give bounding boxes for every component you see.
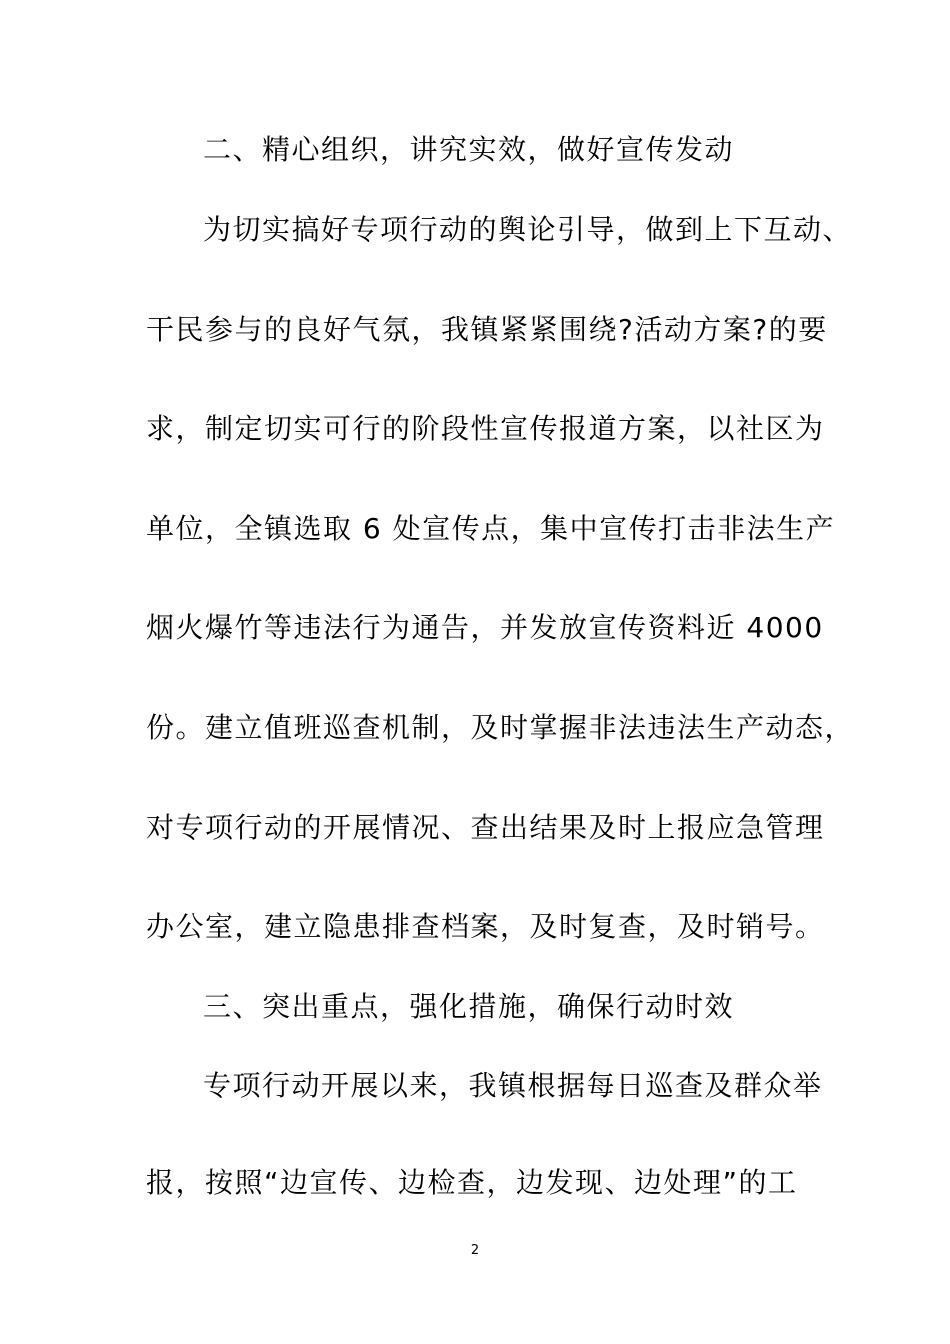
- paragraph-line: 求，制定切实可行的阶段性宣传报道方案，以社区为: [146, 412, 825, 445]
- paragraph-line: 报，按照“边宣传、边检查，边发现、边处理”的工: [146, 1166, 798, 1199]
- paragraph-line: 干民参与的良好气氛，我镇紧紧围绕?活动方案?的要: [146, 313, 828, 346]
- paragraph-line: 份。建立值班巡查机制，及时掌握非法违法生产动态，: [146, 711, 855, 744]
- paragraph-line: 专项行动开展以来，我镇根据每日巡查及群众举: [203, 1069, 823, 1102]
- section-heading-2: 二、精心组织，讲究实效，做好宣传发动: [203, 133, 735, 166]
- page-number: 2: [470, 1243, 480, 1258]
- paragraph-line: 单位，全镇选取 6 处宣传点，集中宣传打击非法生产: [146, 512, 836, 545]
- paragraph-line: 对专项行动的开展情况、查出结果及时上报应急管理: [146, 811, 825, 844]
- paragraph-line: 为切实搞好专项行动的舆论引导，做到上下互动、: [203, 213, 853, 246]
- paragraph-line: 办公室，建立隐患排查档案，及时复查，及时销号。: [146, 910, 825, 943]
- section-heading-3: 三、突出重点，强化措施，确保行动时效: [203, 990, 735, 1023]
- paragraph-line: 烟火爆竹等违法行为通告，并发放宣传资料近 4000: [146, 611, 824, 644]
